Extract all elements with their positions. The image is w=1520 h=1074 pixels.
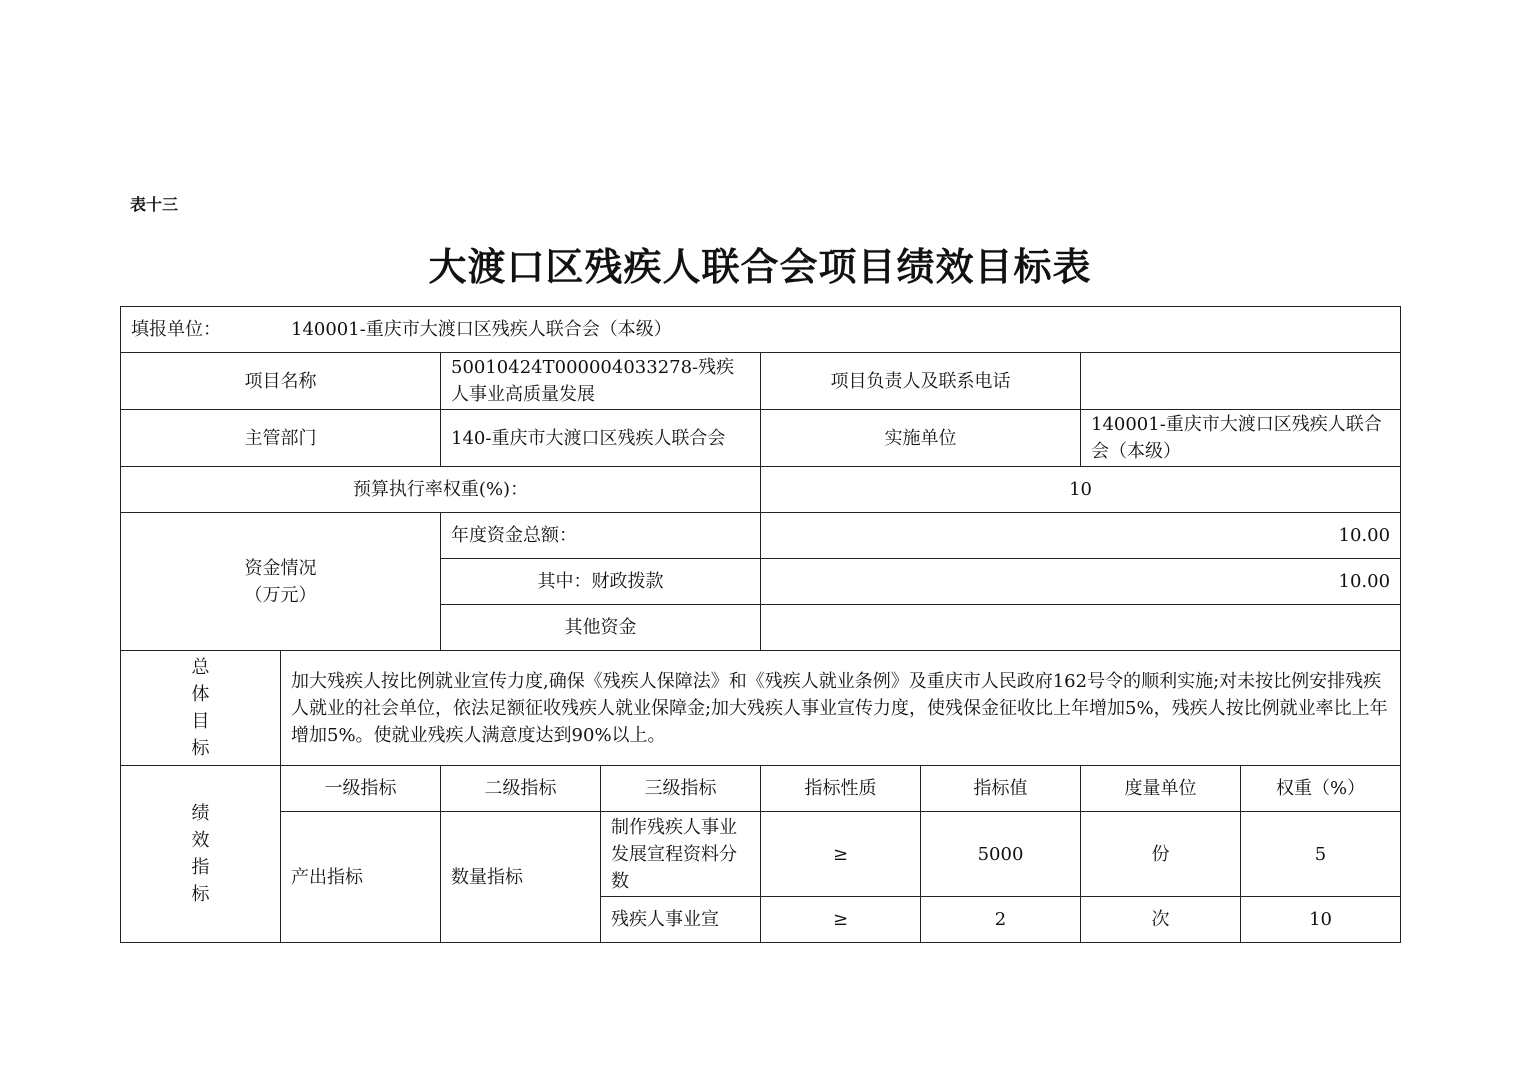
indicators-label-char: 指 (191, 857, 210, 878)
table-number: 表十三 (130, 195, 179, 214)
level1-value: 产出指标 (281, 812, 441, 943)
performance-goal-table (120, 306, 1401, 943)
reporting-unit-value: 140001-重庆市大渡口区残疾人联合会（本级） (291, 319, 672, 340)
reporting-unit-label: 填报单位： (131, 319, 221, 340)
department-row (121, 410, 1401, 467)
unit-cell: 次 (1081, 897, 1241, 943)
nature-cell: ≥ (761, 897, 921, 943)
project-lead-value (1081, 353, 1401, 410)
header-level2: 二级指标 (441, 766, 601, 812)
value-cell: 2 (921, 897, 1081, 943)
overall-goal-label-char: 总 (191, 657, 210, 678)
header-value: 指标值 (921, 766, 1081, 812)
annual-total-value: 10.00 (761, 513, 1401, 559)
indicators-label-char: 效 (191, 830, 210, 851)
implementing-unit-label: 实施单位 (761, 410, 1081, 467)
reporting-unit-row (121, 307, 1401, 353)
indicator-header-row (121, 766, 1401, 812)
project-lead-label: 项目负责人及联系电话 (761, 353, 1081, 410)
unit-cell: 份 (1081, 812, 1241, 897)
reporting-unit-cell (121, 307, 1401, 353)
table-row (121, 812, 1401, 897)
header-level1: 一级指标 (281, 766, 441, 812)
level3-cell: 制作残疾人事业发展宣程资料分数 (601, 812, 761, 897)
header-unit: 度量单位 (1081, 766, 1241, 812)
header-level3: 三级指标 (601, 766, 761, 812)
weight-cell: 10 (1241, 897, 1401, 943)
page-title: 大渡口区残疾人联合会项目绩效目标表 (428, 245, 1092, 289)
overall-goal-row (121, 651, 1401, 766)
indicators-label (121, 766, 281, 943)
budget-weight-row (121, 467, 1401, 513)
funds-label (121, 513, 441, 651)
fiscal-value: 10.00 (761, 559, 1401, 605)
weight-cell: 5 (1241, 812, 1401, 897)
funds-label-line1: 资金情况 (244, 557, 317, 579)
other-funds-value (761, 605, 1401, 651)
value-cell: 5000 (921, 812, 1081, 897)
nature-cell: ≥ (761, 812, 921, 897)
annual-total-label: 年度资金总额： (441, 513, 761, 559)
budget-weight-label: 预算执行率权重(%)： (121, 467, 761, 513)
overall-goal-label (121, 651, 281, 766)
implementing-unit-value: 140001-重庆市大渡口区残疾人联合会（本级） (1081, 410, 1401, 467)
other-funds-label: 其他资金 (441, 605, 761, 651)
funds-total-row (121, 513, 1401, 559)
project-name-label: 项目名称 (121, 353, 441, 410)
competent-dept-label: 主管部门 (121, 410, 441, 467)
overall-goal-label-char: 体 (191, 684, 210, 705)
indicators-label-char: 标 (191, 884, 210, 905)
project-name-row (121, 353, 1401, 410)
header-nature: 指标性质 (761, 766, 921, 812)
fiscal-label: 其中：财政拨款 (441, 559, 761, 605)
overall-goal-text: 加大残疾人按比例就业宣传力度,确保《残疾人保障法》和《残疾人就业条例》及重庆市人民政府162号令的顺利实施;对未按比例安排残疾人就业的社会单位，依法足额征收残疾人就业保障金;加大残疾人事业宣传力度，使残保金征收比上年增加5%，残疾人按比例就业率比上年增加5%。使就业残疾人满意度达到90%以上。 (281, 651, 1401, 766)
overall-goal-label-char: 标 (191, 738, 210, 759)
header-weight: 权重（%） (1241, 766, 1401, 812)
project-name-value: 50010424T000004033278-残疾人事业高质量发展 (441, 353, 761, 410)
level2-value: 数量指标 (441, 812, 601, 943)
budget-weight-value: 10 (761, 467, 1401, 513)
level3-cell: 残疾人事业宣 (601, 897, 761, 943)
indicators-label-char: 绩 (191, 803, 210, 824)
funds-label-line2: （万元） (244, 584, 317, 606)
competent-dept-value: 140-重庆市大渡口区残疾人联合会 (441, 410, 761, 467)
overall-goal-label-char: 目 (191, 711, 210, 732)
